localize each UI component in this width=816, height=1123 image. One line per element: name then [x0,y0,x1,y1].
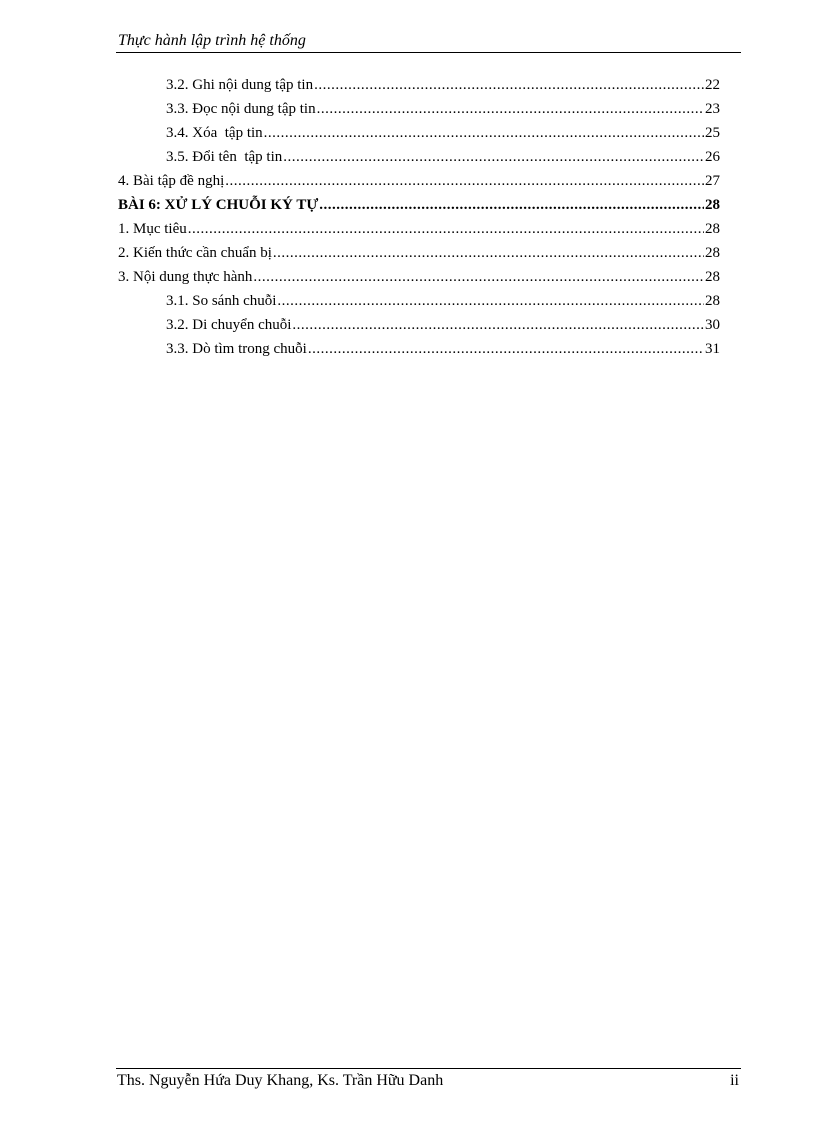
toc-dot-leader [317,100,704,118]
toc-entry-label: 3.4. Xóa tập tin [166,125,263,141]
toc-entry-label: 4. Bài tập đề nghị [118,173,225,189]
toc-entry[interactable] [118,76,720,100]
toc-entry-page: 22 [705,77,720,93]
toc-entry[interactable] [118,124,720,148]
page-footer [116,1068,741,1099]
toc-entry[interactable] [118,316,720,340]
toc-chapter-entry[interactable] [118,196,720,220]
footer-page-number: ii [730,1072,739,1089]
toc-entry-page: 31 [705,341,720,357]
toc-entry[interactable] [118,244,720,268]
toc-entry-page: 30 [705,317,720,333]
toc-entry-label: 3. Nội dung thực hành [118,269,253,285]
toc-entry[interactable] [118,340,720,364]
toc-entry-label: 1. Mục tiêu [118,221,187,237]
toc-entry-label: 2. Kiến thức cần chuẩn bị [118,245,272,261]
toc-dot-leader [314,76,704,94]
footer-authors: Ths. Nguyễn Hứa Duy Khang, Ks. Trần Hữu Danh [117,1072,444,1089]
toc-entry[interactable] [118,172,720,196]
toc-entry[interactable] [118,292,720,316]
toc-entry[interactable] [118,100,720,124]
toc-entry-page: 26 [705,149,720,165]
toc-dot-leader [283,148,704,166]
toc-entry-label: 3.2. Di chuyển chuỗi [166,317,292,333]
toc-dot-leader [277,292,704,310]
toc-entry-page: 27 [705,173,720,189]
toc-entry-label: 3.3. Đọc nội dung tập tin [166,101,316,117]
toc-dot-leader [292,316,704,334]
toc-dot-leader [273,244,704,262]
toc-dot-leader [188,220,704,238]
toc-entry-page: 28 [705,245,720,261]
toc-entry[interactable] [118,268,720,292]
toc-entry-label: 3.2. Ghi nội dung tập tin [166,77,314,93]
toc-entry-page: 23 [705,101,720,117]
toc-entry-page: 28 [705,221,720,237]
toc-entry-label: BÀI 6: XỬ LÝ CHUỖI KÝ TỰ [118,197,319,213]
toc-entry-page: 25 [705,125,720,141]
toc-entry-page: 28 [705,197,720,213]
toc-dot-leader [308,340,704,358]
toc-entry-page: 28 [705,269,720,285]
toc-dot-leader [264,124,704,142]
toc-entry[interactable] [118,220,720,244]
table-of-contents [118,76,720,364]
toc-dot-leader [253,268,704,286]
toc-entry-label: 3.1. So sánh chuỗi [166,293,277,309]
toc-entry-label: 3.3. Dò tìm trong chuỗi [166,341,307,357]
document-title: Thực hành lập trình hệ thống [118,32,306,49]
toc-entry[interactable] [118,148,720,172]
toc-dot-leader [225,172,704,190]
page-header [116,30,741,53]
toc-dot-leader [319,196,704,214]
toc-entry-label: 3.5. Đổi tên tập tin [166,149,283,165]
toc-entry-page: 28 [705,293,720,309]
